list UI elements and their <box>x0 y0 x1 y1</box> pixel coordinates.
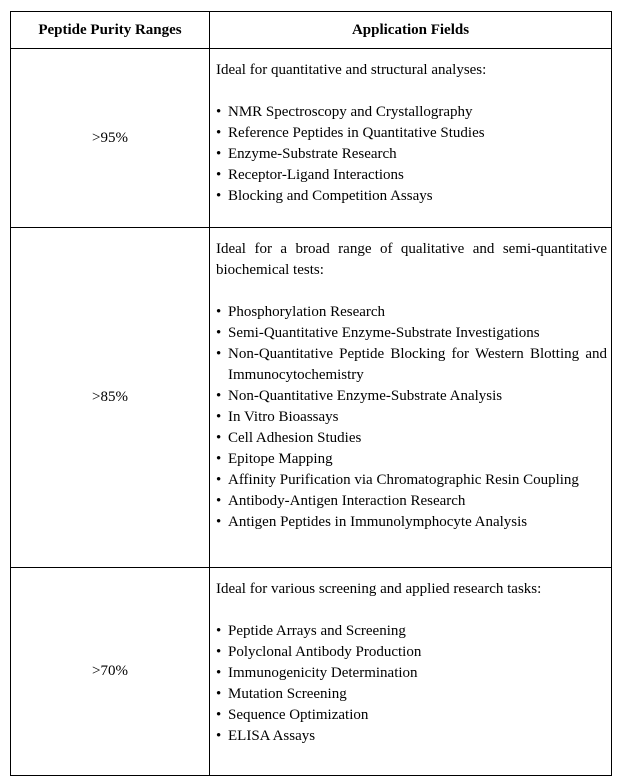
header-row <box>11 12 612 49</box>
application-list <box>216 621 607 747</box>
list-item: • Blocking and Competition Assays <box>216 186 607 207</box>
list-item: • Antibody-Antigen Interaction Research <box>216 491 607 512</box>
application-list <box>216 102 607 207</box>
application-list <box>216 302 607 533</box>
list-item: • Peptide Arrays and Screening <box>216 621 607 642</box>
list-item: • Reference Peptides in Quantitative Studies <box>216 123 607 144</box>
list-item: • Epitope Mapping <box>216 449 607 470</box>
purity-range-cell: >85% <box>11 228 210 568</box>
list-item: • Cell Adhesion Studies <box>216 428 607 449</box>
application-intro: Ideal for quantitative and structural analyses: <box>216 62 487 78</box>
list-item: • Receptor-Ligand Interactions <box>216 165 607 186</box>
list-item: • Immunogenicity Determination <box>216 663 607 684</box>
list-item: • Enzyme-Substrate Research <box>216 144 607 165</box>
list-item: • In Vitro Bioassays <box>216 407 607 428</box>
header-application-fields: Application Fields <box>210 12 612 49</box>
application-fields-cell <box>210 228 612 568</box>
list-item: • Sequence Optimization <box>216 705 607 726</box>
list-item: • Polyclonal Antibody Production <box>216 642 607 663</box>
list-item: • Phosphorylation Research <box>216 302 607 323</box>
list-item: • Semi-Quantitative Enzyme-Substrate Investigations <box>216 323 607 344</box>
application-fields-cell <box>210 49 612 228</box>
list-item: • Non-Quantitative Enzyme-Substrate Analysis <box>216 386 607 407</box>
header-purity-ranges: Peptide Purity Ranges <box>11 12 210 49</box>
purity-table <box>10 11 612 776</box>
table-row <box>11 49 612 228</box>
table-row <box>11 228 612 568</box>
application-fields-cell <box>210 568 612 776</box>
application-intro: Ideal for a broad range of qualitative and semi-quantitative biochemical tests: <box>216 241 607 278</box>
list-item: • NMR Spectroscopy and Crystallography <box>216 102 607 123</box>
table-row <box>11 568 612 776</box>
list-item: • ELISA Assays <box>216 726 607 747</box>
purity-range-cell: >95% <box>11 49 210 228</box>
purity-range-cell: >70% <box>11 568 210 776</box>
list-item: • Antigen Peptides in Immunolymphocyte Analysis <box>216 512 607 533</box>
list-item: • Non-Quantitative Peptide Blocking for Western Blotting and Immunocytochemistry <box>216 344 607 386</box>
application-intro: Ideal for various screening and applied research tasks: <box>216 581 542 597</box>
list-item: • Mutation Screening <box>216 684 607 705</box>
list-item: • Affinity Purification via Chromatographic Resin Coupling <box>216 470 607 491</box>
